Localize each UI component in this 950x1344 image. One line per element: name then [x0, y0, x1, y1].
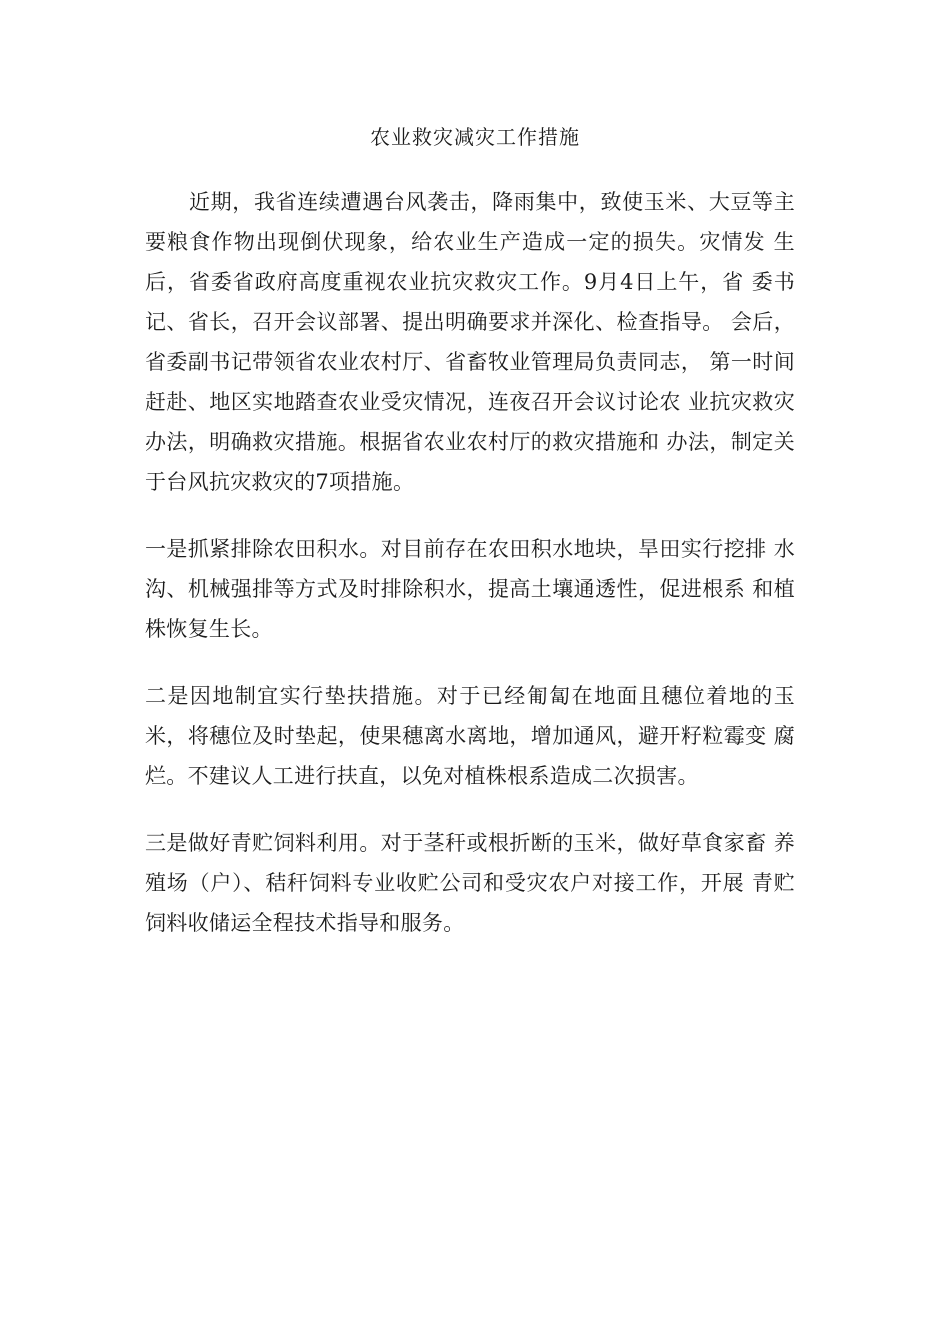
paragraph-measure-2: 二是因地制宜实行垫扶措施。对于已经匍匐在地面且穗位着地的玉米，将穗位及时垫起，使果穗离水离地，增加通风，避开籽粒霉变 腐烂。不建议人工进行扶直，以免对植株根系造成二次损害。: [145, 684, 795, 788]
paragraph-measure-1: 一是抓紧排除农田积水。对目前存在农田积水地块，旱田实行挖排 水沟、机械强排等方式及时排除积水，提高土壤通透性，促进根系 和植株恢复生长。: [145, 537, 795, 641]
document-body: [145, 182, 795, 943]
paragraph-intro: 近期，我省连续遭遇台风袭击，降雨集中，致使玉米、大豆等主要粮食作物出现倒伏现象，给农业生产造成一定的损失。灾情发 生后，省委省政府高度重视农业抗灾救灾工作。9月4日上午，省 委书记、省长，召开会议部署、提出明确要求并深化、检查指导。 会后，省委副书记带领省农业农村厅、省畜牧业管理局负责同志， 第一时间赶赴、地区实地踏查农业受灾情况，连夜召开会议讨论农 业抗灾救灾办法，明确救灾措施。根据省农业农村厅的救灾措施和 办法，制定关于台风抗灾救灾的7项措施。: [145, 190, 795, 494]
paragraph-measure-3: 三是做好青贮饲料利用。对于茎秆或根折断的玉米，做好草食家畜 养殖场（户）、秸秆饲料专业收贮公司和受灾农户对接工作，开展 青贮饲料收储运全程技术指导和服务。: [145, 831, 795, 935]
document-title: 农业救灾减灾工作措施: [370, 125, 580, 149]
